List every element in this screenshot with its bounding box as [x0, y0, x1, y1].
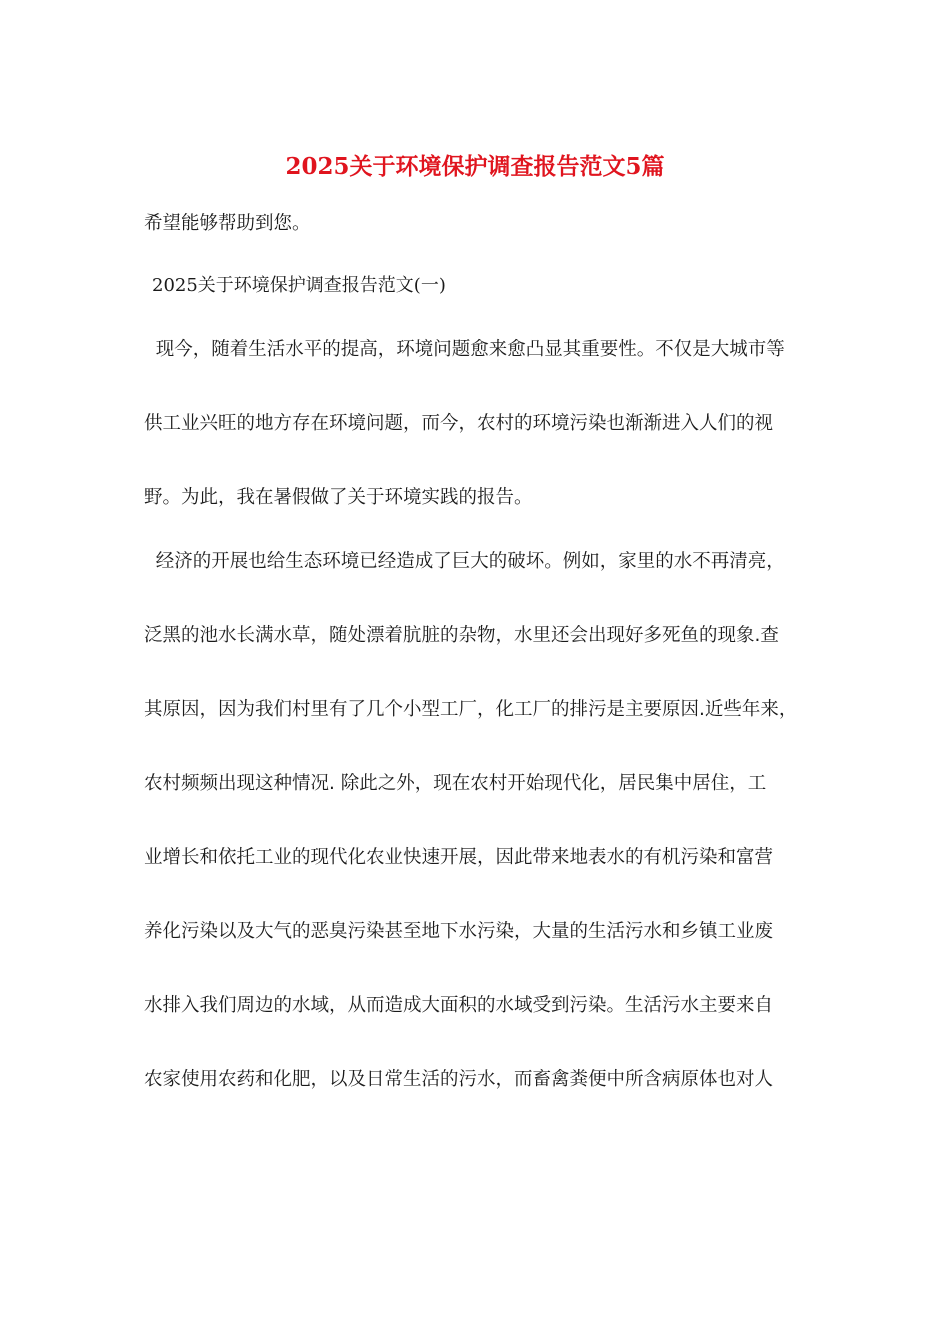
paragraph-line: 经济的开展也给生态环境已经造成了巨大的破坏。例如，家里的水不再清亮， [144, 551, 785, 572]
document-title: 2025关于环境保护调查报告范文5篇 [285, 153, 665, 180]
paragraph-line: 养化污染以及大气的恶臭污染甚至地下水污染，大量的生活污水和乡镇工业废 [144, 921, 774, 942]
paragraph-line: 供工业兴旺的地方存在环境问题，而今，农村的环境污染也渐渐进入人们的视 [144, 413, 774, 434]
section-title: 2025关于环境保护调查报告范文(一) [152, 275, 446, 296]
intro-text: 希望能够帮助到您。 [144, 213, 311, 234]
paragraph-line: 业增长和依托工业的现代化农业快速开展，因此带来地表水的有机污染和富营 [144, 847, 774, 868]
paragraph-line: 水排入我们周边的水域，从而造成大面积的水域受到污染。生活污水主要来自 [144, 995, 774, 1016]
paragraph-line: 其原因，因为我们村里有了几个小型工厂，化工厂的排污是主要原因.近些年来， [144, 699, 798, 720]
paragraph-line: 野。为此，我在暑假做了关于环境实践的报告。 [144, 487, 533, 508]
paragraph-line: 农家使用农药和化肥，以及日常生活的污水，而畜禽粪便中所含病原体也对人 [144, 1069, 774, 1090]
paragraph-line: 现今，随着生活水平的提高，环境问题愈来愈凸显其重要性。不仅是大城市等 [144, 339, 785, 360]
paragraph-line: 泛黑的池水长满水草，随处漂着肮脏的杂物，水里还会出现好多死鱼的现象.查 [144, 625, 779, 646]
paragraph-line: 农村频频出现这种情况. 除此之外，现在农村开始现代化，居民集中居住，工 [144, 773, 767, 794]
